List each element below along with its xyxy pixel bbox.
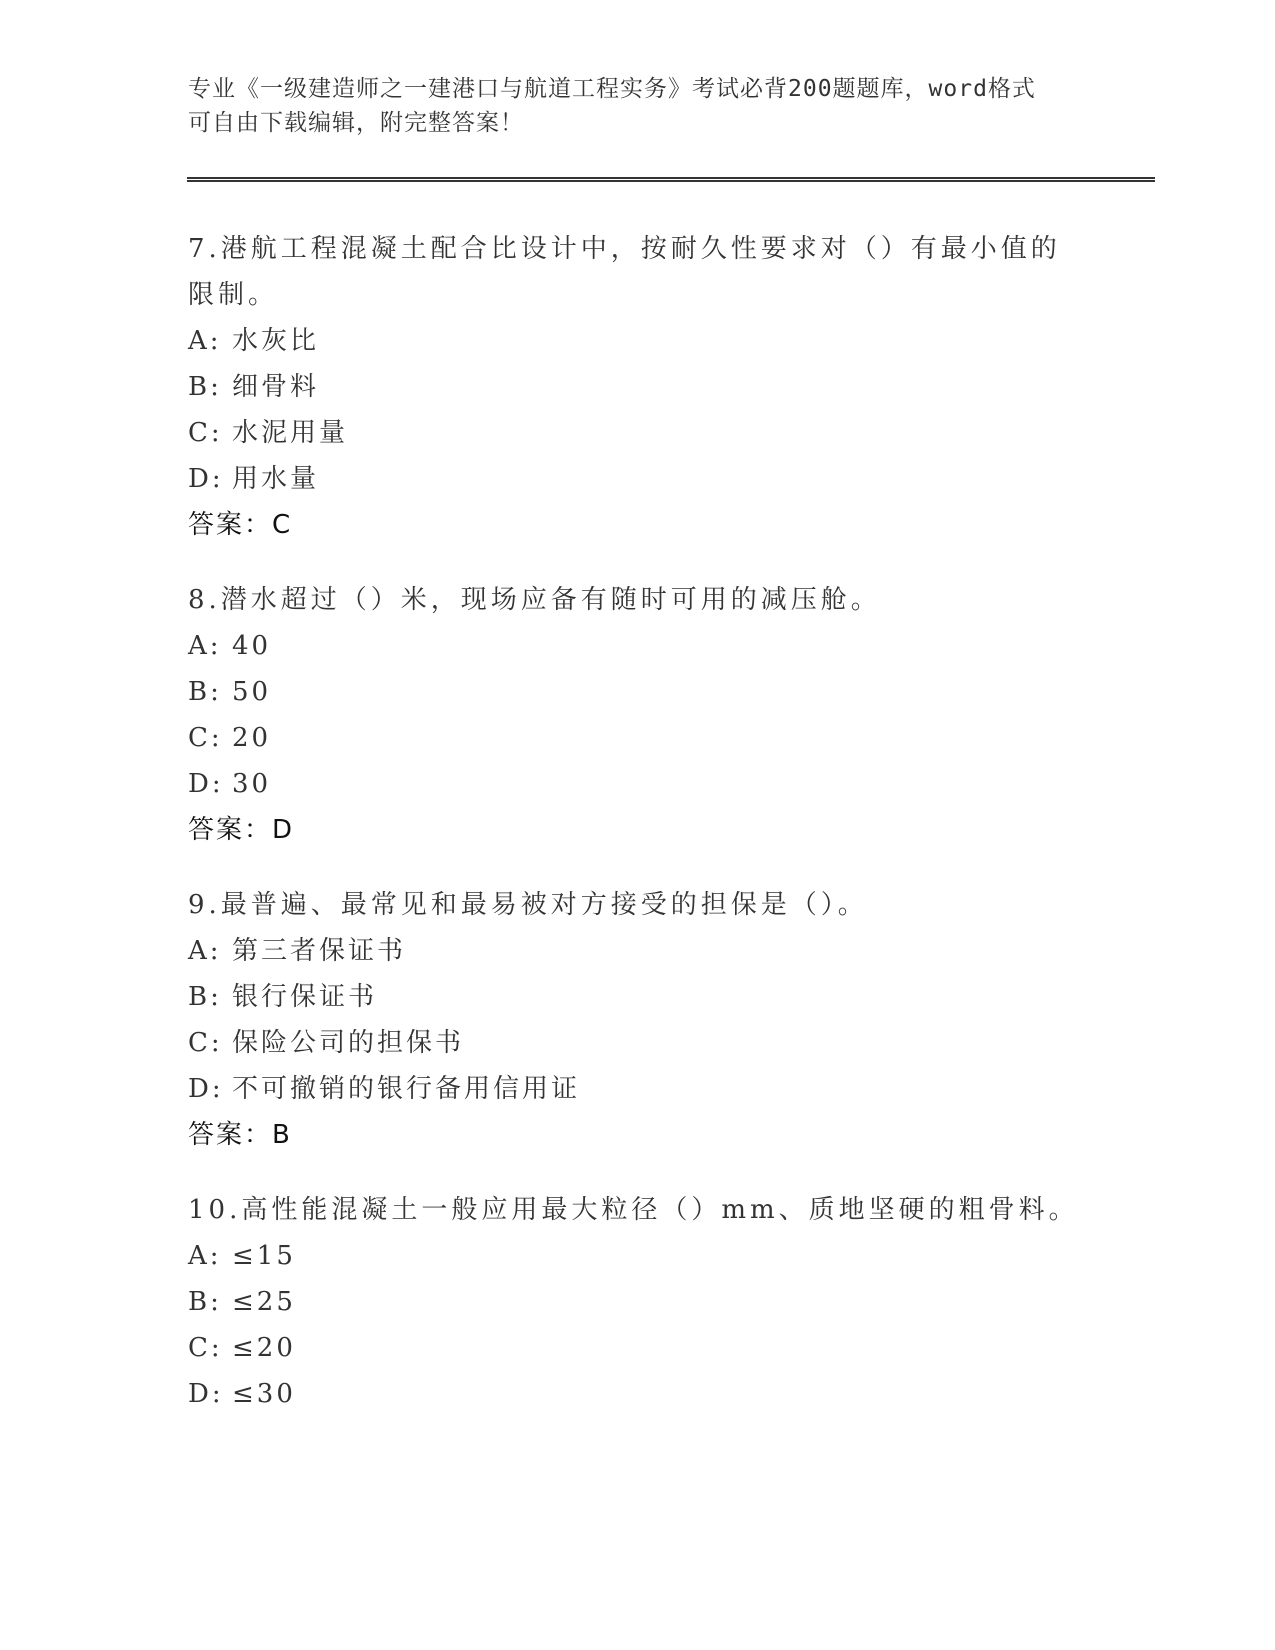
option-letter: C: [188, 1028, 223, 1058]
option-text: 用水量 [232, 464, 320, 494]
option-text: 水泥用量 [232, 418, 349, 448]
option-text: 不可撤销的银行备用信用证 [232, 1074, 581, 1104]
option-c [188, 1020, 1088, 1066]
option-letter: D: [188, 769, 224, 799]
option-text: ≤25 [232, 1287, 296, 1317]
option-letter: B: [188, 1287, 222, 1317]
option-text: 第三者保证书 [232, 936, 407, 966]
option-b [188, 1279, 1088, 1325]
option-text: 保险公司的担保书 [232, 1028, 465, 1058]
document-header [188, 72, 1088, 140]
option-c [188, 410, 1088, 456]
option-letter: B: [188, 982, 222, 1012]
option-text: 细骨料 [232, 372, 320, 402]
option-letter: A: [188, 631, 222, 661]
answer-line: 答案：B [188, 1120, 292, 1150]
option-d [188, 761, 1088, 807]
option-letter: D: [188, 1074, 224, 1104]
option-letter: A: [188, 936, 222, 966]
option-d [188, 456, 1088, 502]
option-letter: B: [188, 677, 222, 707]
option-letter: D: [188, 464, 224, 494]
option-d [188, 1371, 1088, 1417]
option-letter: A: [188, 326, 222, 356]
option-text: ≤20 [232, 1333, 296, 1363]
option-c [188, 1325, 1088, 1371]
option-a [188, 623, 1088, 669]
question-7 [188, 226, 1088, 548]
question-stem: 7.港航工程混凝土配合比设计中，按耐久性要求对（）有最小值的限制。 [188, 234, 1061, 310]
option-letter: D: [188, 1379, 224, 1409]
question-10 [188, 1187, 1088, 1417]
option-letter: C: [188, 723, 223, 753]
option-d [188, 1066, 1088, 1112]
question-9 [188, 882, 1088, 1158]
question-stem: 10.高性能混凝土一般应用最大粒径（）mm、质地坚硬的粗骨料。 [188, 1195, 1079, 1225]
option-text: 水灰比 [232, 326, 320, 356]
answer-line: 答案：D [188, 815, 295, 845]
option-b [188, 974, 1088, 1020]
option-text: ≤30 [232, 1379, 296, 1409]
option-text: 20 [232, 723, 272, 753]
question-stem: 9.最普遍、最常见和最易被对方接受的担保是（）。 [188, 890, 868, 920]
answer-line: 答案：C [188, 510, 293, 540]
option-b [188, 669, 1088, 715]
option-a [188, 1233, 1088, 1279]
option-text: 银行保证书 [232, 982, 378, 1012]
option-text: 40 [232, 631, 272, 661]
header-line-2: 可自由下载编辑，附完整答案！ [188, 110, 524, 136]
option-b [188, 364, 1088, 410]
option-letter: C: [188, 1333, 223, 1363]
question-stem: 8.潜水超过（）米，现场应备有随时可用的减压舱。 [188, 585, 881, 615]
option-text: ≤15 [232, 1241, 296, 1271]
option-letter: A: [188, 1241, 222, 1271]
option-a [188, 928, 1088, 974]
header-line-1: 专业《一级建造师之一建港口与航道工程实务》考试必背200题题库，word格式 [188, 76, 1036, 102]
option-a [188, 318, 1088, 364]
option-text: 30 [232, 769, 272, 799]
question-8 [188, 577, 1088, 853]
header-double-rule [187, 177, 1155, 182]
option-letter: B: [188, 372, 222, 402]
option-c [188, 715, 1088, 761]
option-text: 50 [232, 677, 272, 707]
option-letter: C: [188, 418, 223, 448]
